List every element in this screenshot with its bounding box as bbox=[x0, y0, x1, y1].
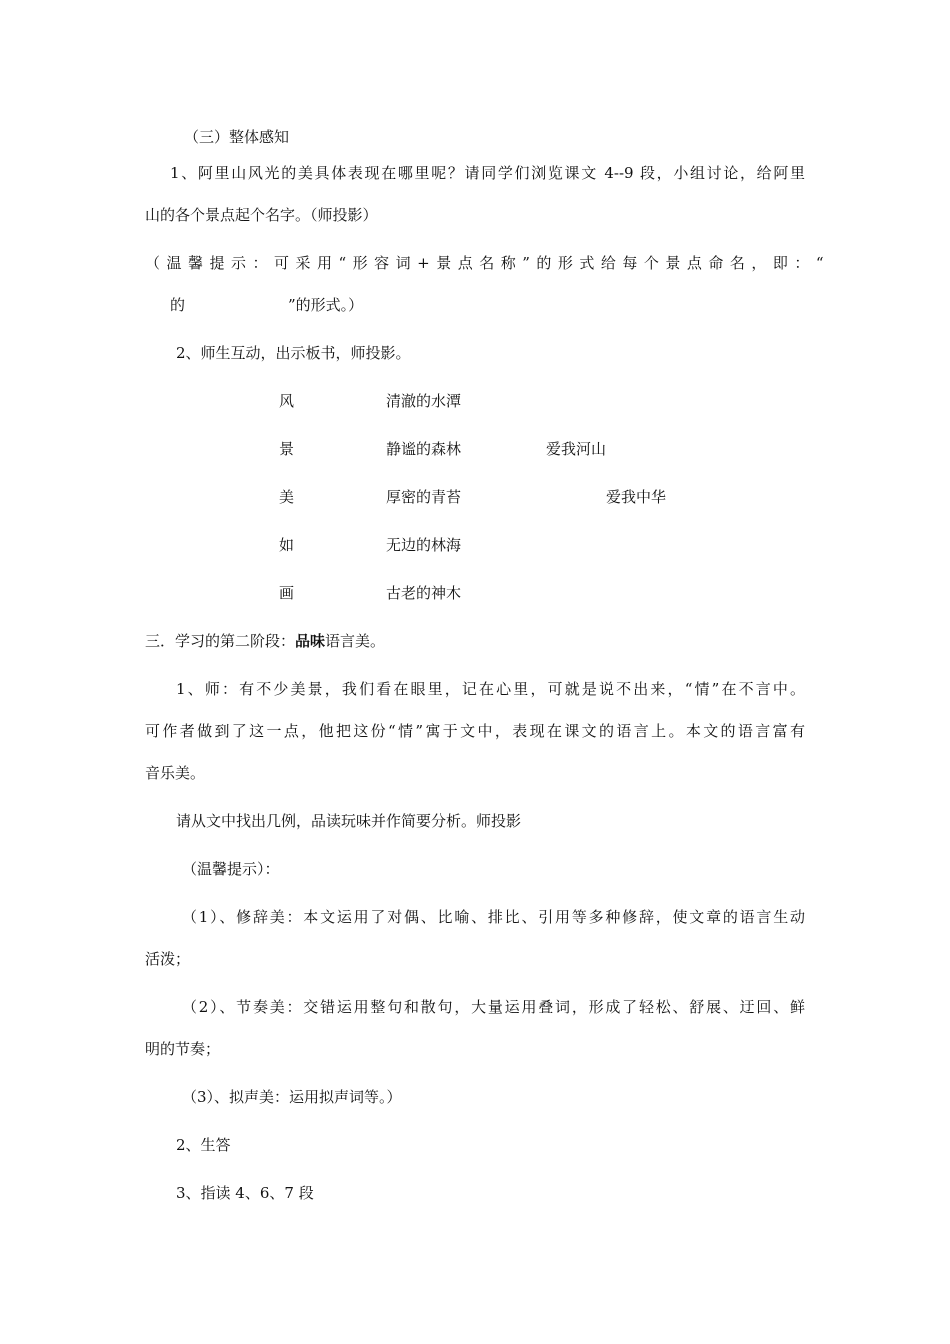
board-scene: 清澈的水潭 bbox=[386, 392, 462, 410]
board-left-char: 美 bbox=[279, 488, 295, 506]
teacher-line-2: 可作者做到了这一点，他把这份“情”寓于文中，表现在课文的语言上。本文的语言富有 bbox=[145, 722, 805, 740]
board-scene: 静谧的森林 bbox=[386, 440, 462, 458]
question-1-line-1: 1、阿里山风光的美具体表现在哪里呢？请同学们浏览课文 4--9 段，小组讨论，给阿里 bbox=[170, 164, 805, 182]
student-answer: 2、生答 bbox=[176, 1136, 231, 1154]
board-scene: 古老的神木 bbox=[386, 584, 462, 602]
hint-1-line-1: （温馨提示：可采用“形容词+景点名称”的形式给每个景点命名，即：“ bbox=[145, 254, 831, 272]
teacher-line-1: 1、师：有不少美景，我们看在眼里，记在心里，可就是说不出来，“情”在不言中。 bbox=[176, 680, 805, 698]
board-scene: 无边的林海 bbox=[386, 536, 462, 554]
item-1-line-2: 活泼； bbox=[145, 950, 191, 968]
board-left-char: 风 bbox=[279, 392, 295, 410]
hint-1-line-2: ”的形式。） bbox=[288, 296, 364, 314]
board-theme-2: 爱我中华 bbox=[606, 488, 667, 506]
item-3: （3）、拟声美：运用拟声词等。） bbox=[182, 1088, 402, 1106]
question-1-line-2: 山的各个景点起个名字。（师投影） bbox=[145, 206, 378, 224]
board-left-char: 景 bbox=[279, 440, 295, 458]
item-2-line-2: 明的节奏； bbox=[145, 1040, 221, 1058]
board-theme-1: 爱我河山 bbox=[546, 440, 607, 458]
stage-2-prefix: 三．学习的第二阶段： bbox=[145, 632, 296, 650]
item-1-line-1: （1）、修辞美：本文运用了对偶、比喻、排比、引用等多种修辞，使文章的语言生动 bbox=[182, 908, 805, 926]
hint-2-title: （温馨提示）： bbox=[182, 860, 280, 878]
hint-1-de: 的 bbox=[170, 296, 186, 314]
board-left-char: 画 bbox=[279, 584, 295, 602]
item-2-line-1: （2）、节奏美：交错运用整句和散句，大量运用叠词，形成了轻松、舒展、迂回、鲜 bbox=[182, 998, 805, 1016]
stage-2-bold: 品味 bbox=[295, 632, 326, 650]
guided-reading: 3、指读 4、6、7 段 bbox=[176, 1184, 314, 1202]
board-scene: 厚密的青苔 bbox=[386, 488, 462, 506]
section-heading-stage-2 bbox=[145, 631, 385, 651]
instruction: 请从文中找出几例，品读玩味并作简要分析。师投影 bbox=[176, 812, 522, 830]
teacher-line-3: 音乐美。 bbox=[145, 764, 206, 782]
section-heading-overall: （三）整体感知 bbox=[184, 128, 290, 146]
question-2: 2、师生互动，出示板书，师投影。 bbox=[176, 344, 411, 362]
board-left-char: 如 bbox=[279, 536, 295, 554]
stage-2-suffix: 语言美。 bbox=[325, 632, 386, 650]
